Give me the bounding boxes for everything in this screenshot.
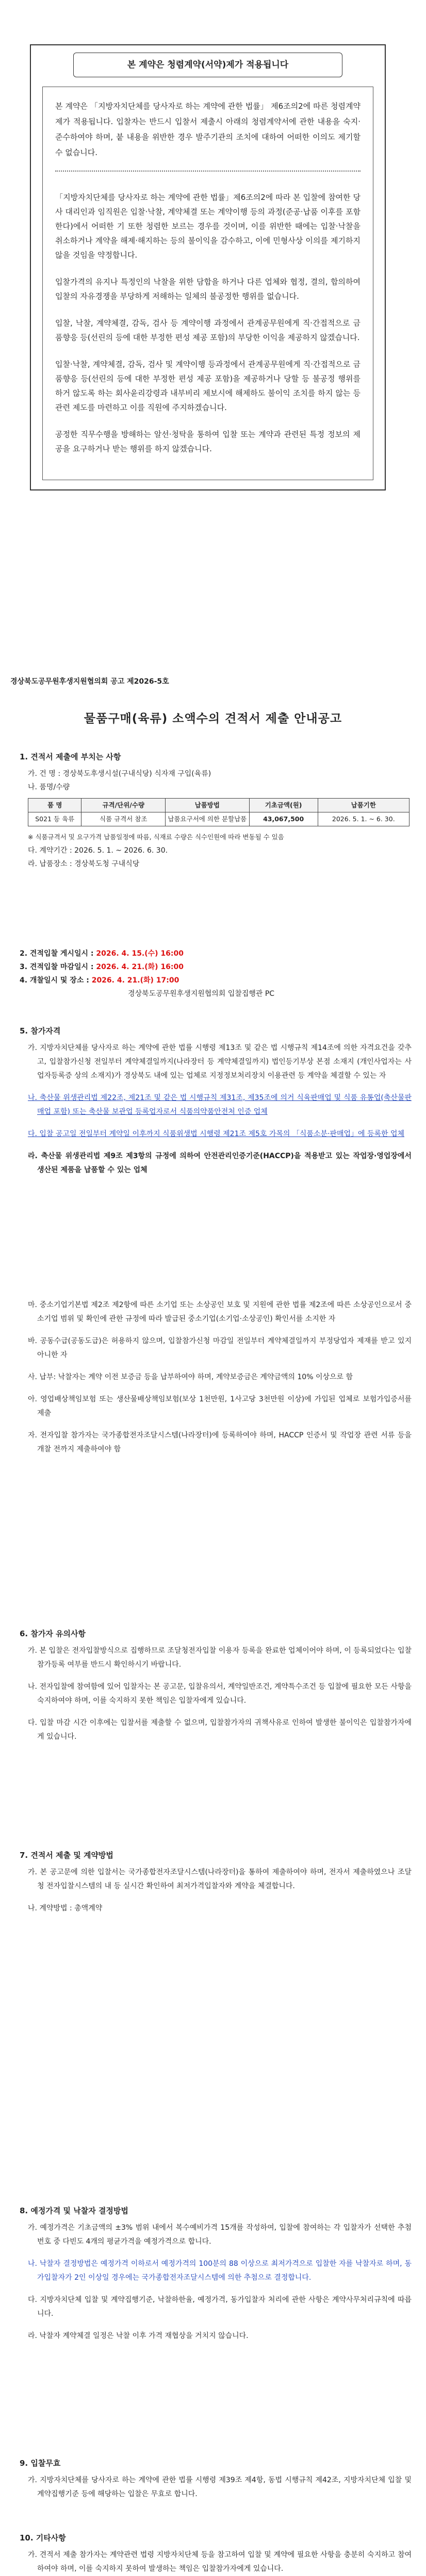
announcement-number: 경상북도공무원후생지원협의회 공고 제2026-5호 (10, 677, 169, 686)
notice-item: 「지방자치단체를 당사자로 하는 계약에 관한 법률」제6조의2에 따라 본 입찰에 참여한 당사 대리인과 임직원은 입찰·낙찰, 계약체결 또는 계약이행 등의 과정(준공·납품 이후를 포함한다)에서 어떠한 기 또한 청렴한 보르는 경우를 것이며, 이를 위반한 때에는 입찰·낙찰을 취소하거나 계약을 해제·해지하는 등의 불이익을 감수하고, 이에 민형사상 이의를 제기하지 않을 것임을 약정합니다. (55, 193, 361, 260)
award-item: 다. 지방자치단체 입찰 및 계약집행기준, 낙찰하한율, 예정가격, 동가입찰자 처리에 관한 사항은 계약사무처리규칙에 따릅니다. (28, 2296, 412, 2318)
qualification-item: 바. 공동수급(공동도급)은 허용하지 않으며, 입찰참가신청 마감일 전일부터 계약체결일까지 부정당업자 제재를 받고 있지 아니한 자 (28, 1337, 412, 1359)
section-1 (20, 751, 412, 871)
section-heading: 9. 입찰무효 (20, 2459, 61, 2468)
table-header-row (28, 799, 409, 812)
notice-item: 입찰·낙찰, 계약체결, 감독, 검사 및 계약이행 등과정에서 관계공무원에게 직·간접적으로 금품향응 등(선린의 등에 대한 부정한 편성 제공 포함)을 제공하거나 당할 등 불공정 행위를 하거 않도록 하는 회사윤리강령과 내부비리 제보시에 해제하도 불이익 조치를 하지 않는 등 관련 제도를 마련하고 이를 직원에 주지하겠습니다. (55, 360, 361, 412)
section-5 (20, 1025, 412, 1185)
misc-item: 가. 견적서 제출 참가자는 계약관련 법령 지방자치단체 등을 참고하여 입찰 및 계약에 필요한 사항을 충분히 숙지하고 참여하여야 하며, 이를 숙지하지 못하여 발생하는 책임은 입찰참가자에게 있습니다. (28, 2551, 412, 2573)
table-cell: 43,067,500 (249, 812, 318, 826)
notice-item: 입찰, 낙찰, 계약체결, 감독, 검사 등 계약이행 과정에서 관계공무원에게 직·간접적으로 금품향응 등(선린의 등에 대한 부정한 편성 제공 포함)의 부당한 이익을 제공하지 않겠습니다. (55, 318, 361, 342)
opening-label: 4. 개찰일시 및 장소 : (20, 976, 89, 985)
section-7 (20, 1850, 412, 1924)
qualification-item: 나. 축산물 위생관리법 제22조, 제21조 및 같은 법 시행규칙 제31조, 제35조에 의거 식육판매업 및 식품 유통업(축산물판매업 포함) 또는 축산물 보관업 등록업자로서 식품의약품안전처 인증 업체 (28, 1094, 412, 1116)
column-header: 규격/단위/수량 (81, 799, 166, 812)
section-heading: 5. 참가자격 (20, 1026, 61, 1036)
item-name-line: 가. 건 명 : 경상북도후생시설(구내식당) 식자재 구입(육류) (28, 770, 211, 778)
section-heading: 6. 참가자 유의사항 (20, 1629, 86, 1638)
section-heading: 8. 예정가격 및 낙찰자 결정방법 (20, 2206, 128, 2215)
qualification-item: 가. 지방자치단체를 당사자로 하는 계약에 관한 법률 시행령 제13조 및 같은 법 시행규칙 제14조에 의한 자격요건을 갖추고, 입찰참가신청 전일부터 계약체결일까지(나라장터 등 계약체결일까지) 법인등기부상 본점 소재지 (개인사업자는 사업자등록증 상의 소재지)가 경상북도 내에 있는 업체로 지정정보처리장치 이용관련 등 계약을 체결할 수 있는 자 (28, 1044, 412, 1080)
items-table (28, 798, 409, 826)
award-item: 가. 예정가격은 기초금액의 ±3% 범위 내에서 복수예비가격 15개를 작성하여, 입찰에 참여하는 각 입찰자가 선택한 추첨번호 중 다빈도 4개의 평균가격을 예정가격으로 합니다. (28, 2224, 412, 2246)
posting-label: 2. 견적입찰 게시일시 : (20, 950, 94, 958)
notice-item: 나. 전자입찰에 참여함에 있어 입찰자는 본 공고문, 입찰유의서, 계약일반조건, 계약특수조건 등 입찰에 필요한 모든 사항을 숙지하여야 하며, 이를 숙지하지 못한 책임은 입찰자에게 있습니다. (28, 1683, 412, 1705)
column-header: 납품기한 (318, 799, 409, 812)
section-6 (20, 1628, 412, 1752)
posting-value: 2026. 4. 15.(수) 16:00 (96, 950, 184, 958)
posting-datetime (20, 947, 412, 960)
delivery-place-line: 라. 납품장소 : 경상북도청 구내식당 (28, 860, 140, 868)
column-header: 품 명 (28, 799, 81, 812)
section-heading: 10. 기타사항 (20, 2533, 66, 2543)
opening-place: 경상북도공무원후생지원협의회 입찰집행관 PC (128, 990, 275, 998)
award-item: 라. 낙찰자 계약체결 일정은 낙찰 이후 가격 재협상을 거치지 않습니다. (28, 2332, 249, 2340)
notice-list (55, 190, 361, 456)
column-header: 기초금액(원) (249, 799, 318, 812)
item-qty-line: 나. 품명/수량 (28, 783, 70, 791)
qualification-item: 다. 입찰 공고일 전일부터 계약일 이후까지 식품위생법 시행령 제21조 제5호 가목의 「식품소분·판매업」에 등록한 업체 (28, 1130, 405, 1138)
section-heading: 1. 견적서 제출에 부치는 사항 (20, 752, 121, 761)
section-10 (20, 2532, 412, 2576)
table-cell: 2026. 5. 1. ~ 6. 30. (318, 812, 409, 826)
table-cell: S021 등 육류 (28, 812, 81, 826)
table-row (28, 812, 409, 826)
section-8 (20, 2205, 412, 2351)
notice-item: 다. 입찰 마감 시간 이후에는 입찰서를 제출할 수 없으며, 입찰참가자의 귀책사유로 인하여 발생한 불이익은 입찰참가자에게 있습니다. (28, 1719, 412, 1741)
notice-item: 공정한 직무수행을 방해하는 알선·청탁을 통하여 입찰 또는 계약과 관련된 특정 정보의 제공을 요구하거나 받는 행위를 하지 않겠습니다. (55, 430, 361, 453)
section-heading: 7. 견적서 제출 및 계약방법 (20, 1851, 113, 1860)
section-9 (20, 2458, 412, 2510)
section-5-continued (20, 1298, 412, 1465)
award-item: 나. 낙찰자 결정방법은 예정가격 이하로서 예정가격의 100분의 88 이상으로 최저가격으로 입찰한 자를 낙찰자로 하며, 동가입찰자가 2인 이상일 경우에는 국가종합전자조달시스템에 의한 추첨으로 결정합니다. (28, 2260, 412, 2282)
invalid-bid-item: 가. 지방자치단체를 당사자로 하는 계약에 관한 법률 시행령 제39조 제4항, 동법 시행규칙 제42조, 지방자치단체 입찰 및 계약집행기준 등에 해당하는 입찰은 무효로 합니다. (28, 2476, 412, 2498)
contract-period-line: 다. 계약기간 : 2026. 5. 1. ~ 2026. 6. 30. (28, 846, 168, 855)
deadline-value: 2026. 4. 21.(화) 16:00 (96, 963, 184, 971)
qualification-item: 사. 납부: 낙찰자는 계약 이전 보증금 등을 납부하여야 하며, 계약보증금은 계약금액의 10% 이상으로 함 (28, 1373, 353, 1381)
table-note: ※ 식품규격서 및 요구가격 납품일정에 따름, 식재료 수량은 식수인원에 따라 변동될 수 있음 (28, 833, 284, 841)
notice-item: 입찰가격의 유지나 특정인의 낙찰을 위한 담합을 하거나 다른 업체와 협정, 결의, 합의하여 입찰의 자유경쟁을 부당하게 저해하는 일체의 불공정한 행위를 없습니다. (55, 277, 361, 301)
notice-inner (42, 87, 373, 480)
deadline-datetime (20, 960, 412, 974)
submission-item: 나. 계약방법 : 총액계약 (28, 1904, 103, 1912)
schedule-section (20, 947, 412, 1001)
table-cell: 납품요구서에 의한 분할납품 (166, 812, 250, 826)
integrity-notice-box (30, 44, 386, 490)
opening-value: 2026. 4. 21.(화) 17:00 (91, 976, 179, 985)
qualification-item: 자. 전자입찰 참가자는 국가종합전자조달시스템(나라장터)에 등록하여야 하며, HACCP 인증서 및 작업장 관련 서류 등을 개찰 전까지 제출하여야 함 (28, 1431, 412, 1453)
qualification-item: 마. 중소기업기본법 제2조 제2항에 따른 소기업 또는 소상공인 보호 및 지원에 관한 법률 제2조에 따른 소상공인으로서 중소기업 범위 및 확인에 관한 규정에 따라 발급된 중소기업(소기업·소상공인) 확인서를 소지한 자 (28, 1301, 412, 1323)
page-title: 물품구매(육류) 소액수의 견적서 제출 안내공고 (84, 712, 342, 725)
notice-intro: 본 계약은 「지방자치단체를 당사자로 하는 계약에 관한 법률」 제6조의2에 따른 청렴계약제가 적용됩니다. 입찰자는 반드시 입찰서 제출시 아래의 청렴계약서에 관한 내용을 숙지·준수하여야 하며, 붙 내용을 위반한 경우 발주기관의 조치에 대하여 어떠한 이의도 제기할 수 없습니다. (55, 101, 361, 157)
qualification-item: 라. 축산물 위생관리법 제9조 제3항의 규정에 의하여 안전관리인증기준(HACCP)을 적용받고 있는 작업장·영업장에서 생산된 제품을 납품할 수 있는 업체 (28, 1152, 412, 1174)
notice-header: 본 계약은 청렴계약(서약)제가 적용됩니다 (73, 53, 342, 77)
opening-datetime (20, 974, 412, 987)
qualification-item: 아. 영업배상책임보험 또는 생산물배상책임보험(보상 1천만원, 1사고당 3천만원 이상)에 가입된 업체로 보험가입증서를 제출 (28, 1395, 412, 1417)
table-cell: 식품 규격서 참조 (81, 812, 166, 826)
notice-item: 가. 본 입찰은 전자입찰방식으로 집행하므로 조달청전자입찰 이용자 등록을 완료한 업체이어야 하며, 이 등록되었다는 입찰참가등록 여부를 반드시 확인하시기 바랍니다. (28, 1647, 412, 1669)
deadline-label: 3. 견적입찰 마감일시 : (20, 963, 94, 971)
submission-item: 가. 본 공고문에 의한 입찰서는 국가종합전자조달시스템(나라장터)을 통하여 제출하여야 하며, 전자서 제출하였으나 조달청 전자입찰시스템의 내 등 실시간 확인하여 최저가격입찰자와 계약을 체결합니다. (28, 1868, 412, 1890)
dotted-divider (55, 171, 361, 172)
column-header: 납품방법 (166, 799, 250, 812)
